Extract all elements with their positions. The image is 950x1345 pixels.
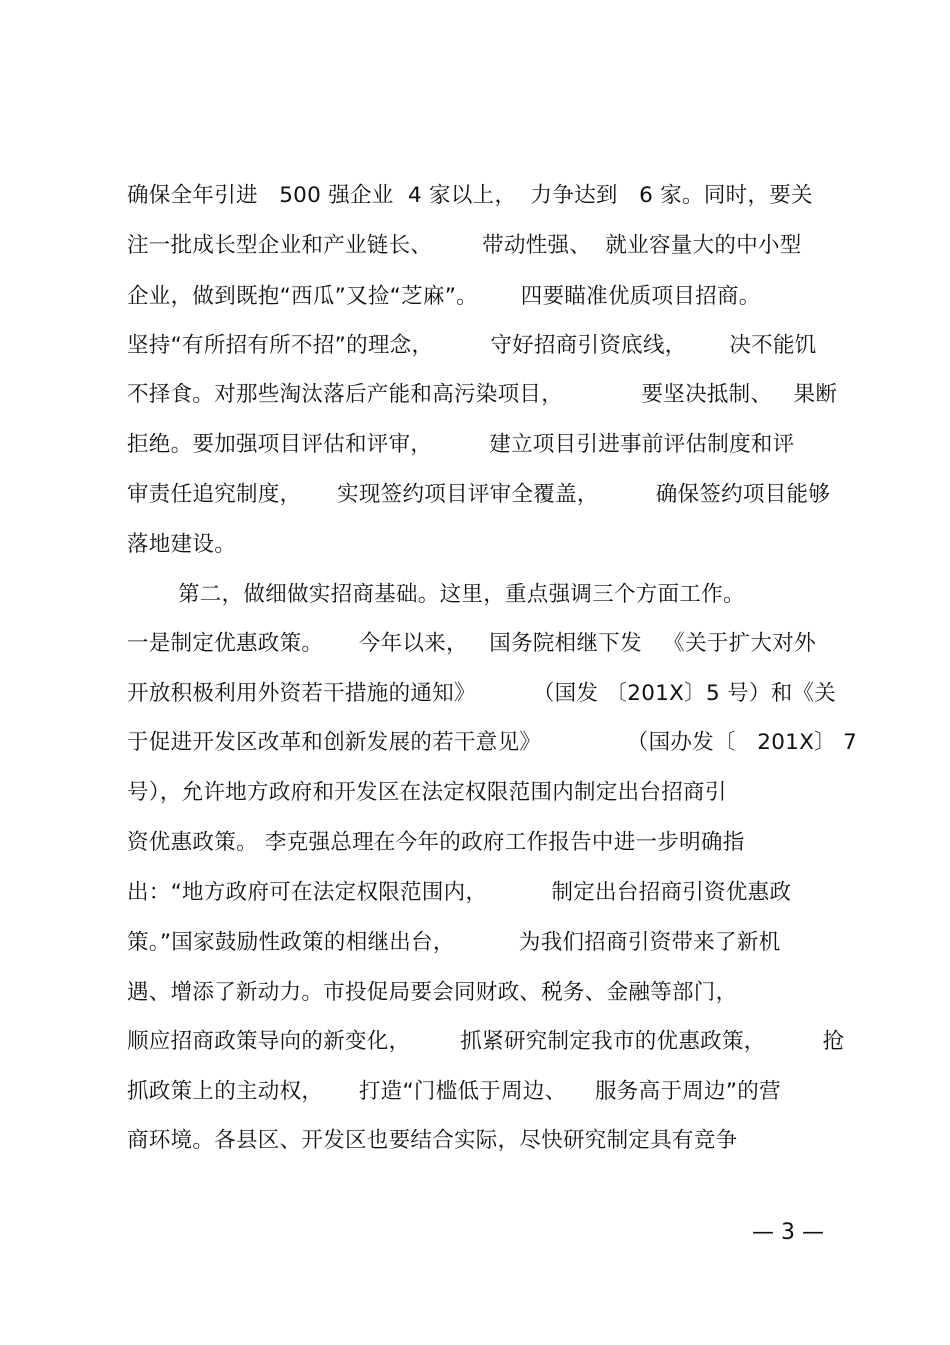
page-number: — 3 — bbox=[752, 1220, 824, 1245]
body-text-line: 策。”国家鼓励性政策的相继出台， 为我们招商引资带来了新机 bbox=[127, 930, 781, 955]
body-text-line: 资优惠政策。 李克强总理在今年的政府工作报告中进一步明确指 bbox=[127, 830, 745, 855]
body-text-line: 企业，做到既抱“西瓜”又捡“芝麻”。 四要瞄准优质项目招商。 bbox=[127, 284, 761, 309]
body-text-line: 确保全年引进 500 强企业 4 家以上， 力争达到 6 家。同时，要关 bbox=[127, 183, 813, 208]
body-text-line: 于促进开发区改革和创新发展的若干意见》 （国办发〔 201X〕 7 bbox=[127, 730, 858, 755]
body-text-line: 审责任追究制度， 实现签约项目评审全覆盖， 确保签约项目能够 bbox=[127, 482, 831, 507]
body-text-line: 注一批成长型企业和产业链长、 带动性强、 就业容量大的中小型 bbox=[127, 233, 802, 258]
body-text-line: 出：“地方政府可在法定权限范围内， 制定出台招商引资优惠政 bbox=[127, 880, 792, 905]
body-text-line: 坚持“有所招有所不招”的理念， 守好招商引资底线， 决不能饥 bbox=[127, 333, 817, 358]
body-text-line: 拒绝。要加强项目评估和评审， 建立项目引进事前评估制度和评 bbox=[127, 432, 795, 457]
body-text-line: 商环境。各县区、开发区也要结合实际，尽快研究制定具有竞争 bbox=[127, 1128, 738, 1153]
body-text-line: 遇、增添了新动力。市投促局要会同财政、税务、金融等部门， bbox=[127, 980, 738, 1005]
body-text-line: 抓政策上的主动权， 打造“门槛低于周边、 服务高于周边”的营 bbox=[127, 1079, 781, 1104]
body-text-line: 落地建设。 bbox=[127, 532, 237, 557]
body-text-line: 号），允许地方政府和开发区在法定权限范围内制定出台招商引 bbox=[127, 780, 727, 805]
paragraph-heading-line: 第二，做细做实招商基础。这里，重点强调三个方面工作。 bbox=[178, 582, 745, 607]
body-text-line: 顺应招商政策导向的新变化， 抓紧研究制定我市的优惠政策， 抢 bbox=[127, 1029, 845, 1054]
body-text-line: 不择食。对那些淘汰落后产能和高污染项目， 要坚决抵制、 果断 bbox=[127, 382, 838, 407]
body-text-line: 开放积极利用外资若干措施的通知》 （国发 〔201X〕5 号）和《关 bbox=[127, 681, 837, 706]
body-text-line: 一是制定优惠政策。 今年以来， 国务院相继下发 《关于扩大对外 bbox=[127, 631, 816, 656]
